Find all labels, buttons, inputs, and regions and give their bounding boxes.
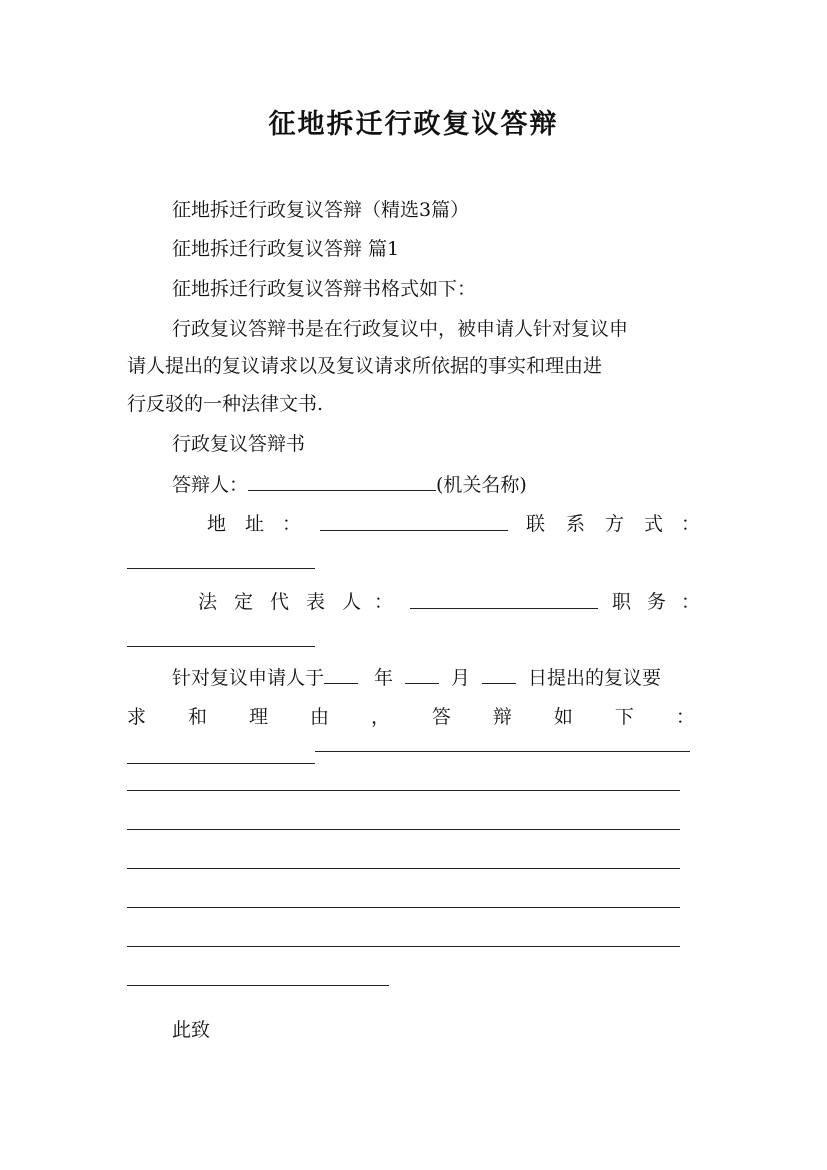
answer-blank	[315, 751, 690, 752]
address-label-char: 址	[245, 513, 265, 535]
position-label-char: 务	[647, 591, 667, 613]
respondent-blank	[248, 472, 436, 491]
page-title: 征地拆迁行政复议答辩	[268, 109, 559, 140]
address-label-char: ：	[282, 513, 302, 535]
contact-label-char: ：	[681, 513, 701, 535]
legal-rep-label-char: 法	[198, 591, 218, 613]
legal-rep-blank	[410, 608, 598, 609]
legal-rep-label-char: 表	[306, 591, 326, 613]
reply-suffix: 日提出的复议要	[528, 667, 662, 689]
answer-blank	[127, 985, 389, 986]
answer-blank	[127, 790, 680, 791]
reply-month-blank	[405, 665, 439, 684]
spread-char: ：	[675, 706, 695, 728]
reply-year-blank	[324, 665, 358, 684]
answer-blank	[127, 946, 680, 947]
contact-label-char: 方	[605, 513, 625, 535]
paragraph-line: 行反驳的一种法律文书.	[127, 393, 324, 415]
answer-blank	[127, 868, 680, 869]
reply-line	[172, 665, 661, 690]
spread-char: 下	[614, 706, 634, 728]
spread-char: 辩	[492, 706, 512, 728]
respondent-line	[172, 472, 527, 497]
answer-blank	[127, 763, 315, 764]
reply-month-label: 月	[451, 667, 471, 689]
section-line: 征地拆迁行政复议答辩 篇1	[172, 238, 400, 260]
intro-line: 征地拆迁行政复议答辩（精选3篇）	[172, 199, 470, 221]
reply-spread-line	[127, 705, 695, 729]
spread-char: 答	[431, 706, 451, 728]
contact-label-char: 式	[644, 513, 664, 535]
respondent-suffix: (机关名称)	[436, 474, 527, 496]
address-blank	[320, 530, 508, 531]
respondent-label: 答辩人：	[172, 474, 249, 496]
address-label-char: 地	[207, 513, 227, 535]
legal-rep-label-char: 代	[270, 591, 290, 613]
contact-label-char: 联	[526, 513, 546, 535]
position-blank	[127, 646, 315, 647]
position-label-char: 职	[612, 591, 632, 613]
form-title: 行政复议答辩书	[172, 433, 306, 455]
spread-char: 求	[127, 706, 147, 728]
spread-char: 理	[248, 706, 268, 728]
reply-day-blank	[482, 665, 516, 684]
answer-blank	[127, 907, 680, 908]
reply-year-label: 年	[374, 667, 394, 689]
paragraph-line: 行政复议答辩书是在行政复议中，被申请人针对复议申	[172, 318, 629, 340]
reply-prefix: 针对复议申请人于	[172, 667, 325, 689]
spread-char: 如	[553, 706, 573, 728]
contact-label-char: 系	[566, 513, 586, 535]
legal-rep-label-char: 人	[342, 591, 362, 613]
contact-blank	[127, 568, 315, 569]
legal-rep-label-char: 定	[234, 591, 254, 613]
closing-text: 此致	[172, 1019, 211, 1041]
answer-blank	[127, 829, 680, 830]
format-line: 征地拆迁行政复议答辩书格式如下：	[172, 278, 477, 300]
paragraph-line: 请人提出的复议请求以及复议请求所依据的事实和理由进	[127, 355, 603, 377]
legal-rep-label-char: ：	[374, 591, 394, 613]
spread-char: ，	[370, 706, 390, 728]
position-label-char: ：	[681, 591, 701, 613]
spread-char: 和	[187, 706, 207, 728]
spread-char: 由	[309, 706, 329, 728]
